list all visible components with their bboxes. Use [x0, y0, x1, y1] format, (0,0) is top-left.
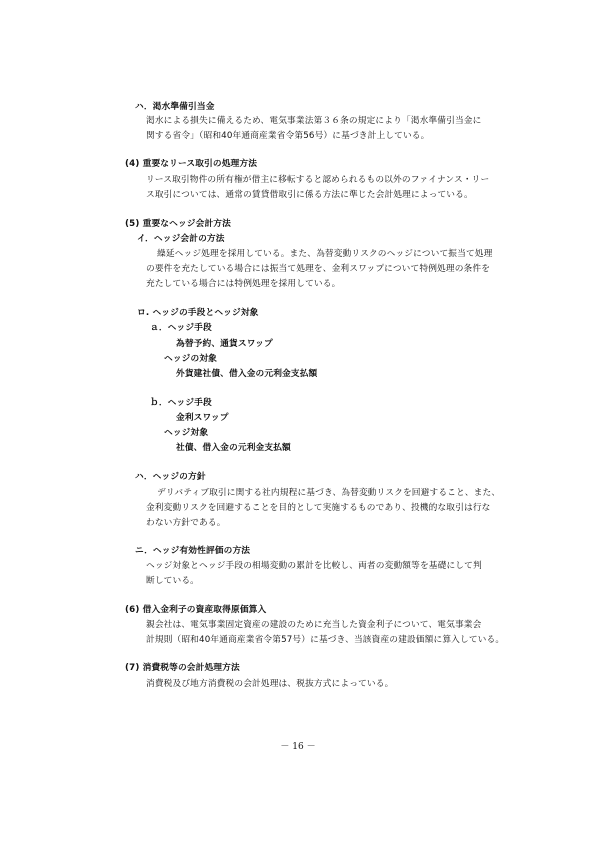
paragraph-line: 渇水による損失に備えるため、電気事業法第３６条の規定により「渇水準備引当金に [146, 116, 482, 126]
paragraph-line: 充たしている場合には特例処理を採用している。 [146, 279, 341, 289]
heading-hedge-policy: ハ．ヘッジの方針 [135, 472, 206, 482]
heading-section-4-lease: (4) 重要なリース取引の処理方法 [125, 159, 258, 169]
paragraph-line: リース取引物件の所有権が借主に移転すると認められるもの以外のファイナンス・リー [146, 175, 490, 185]
heading-section-5-hedge: (5) 重要なヘッジ会計方法 [125, 219, 231, 229]
heading-hedge-effectiveness: ニ．ヘッジ有効性評価の方法 [135, 546, 251, 556]
heading-section-6-interest: (6) 借入金利子の資産取得原価算入 [125, 605, 267, 615]
paragraph-line: の要件を充たしている場合には振当て処理を、金利スワップについて特例処理の条件を [146, 264, 491, 274]
paragraph-line: ヘッジ対象とヘッジ手段の相場変動の累計を比較し、両者の変動額等を基礎にして判 [146, 561, 482, 571]
paragraph-line: 計規則（昭和40年通商産業省令第57号）に基づき、当該資産の建設価額に算入している。 [146, 635, 505, 645]
heading-section-7-consumption-tax: (7) 消費税等の会計処理方法 [125, 663, 240, 673]
paragraph-line: 親会社は、電気事業固定資産の建設のために充当した資金利子について、電気事業会 [146, 620, 482, 630]
hedge-target-b-value: 社債、借入金の元利金支払額 [176, 443, 291, 453]
hedge-means-b-value: 金利スワップ [176, 413, 229, 423]
hedge-means-a-label: ａ．ヘッジ手段 [150, 323, 212, 333]
paragraph-line: 断している。 [146, 576, 200, 586]
heading-kassui-reserve: ハ．渇水準備引当金 [135, 102, 215, 112]
paragraph-line: わない方針である。 [146, 518, 226, 528]
hedge-means-b-label: ｂ．ヘッジ手段 [150, 398, 212, 408]
hedge-means-a-value: 為替予約、通貨スワップ [176, 339, 273, 349]
paragraph-line: デリバティブ取引に関する社内規程に基づき、為替変動リスクを回避すること、また、 [157, 488, 501, 498]
page-number: － 16 － [280, 742, 316, 752]
paragraph-line: 消費税及び地方消費税の会計処理は、税抜方式によっている。 [146, 679, 394, 689]
hedge-target-a-label: ヘッジの対象 [164, 354, 218, 364]
hedge-target-b-label: ヘッジ対象 [164, 428, 209, 438]
heading-hedge-method: イ．ヘッジ会計の方法 [137, 234, 225, 244]
heading-hedge-means-targets: ロ. ヘッジの手段とヘッジ対象 [137, 308, 259, 318]
paragraph-line: 関する省令」（昭和40年通商産業省令第56号）に基づき計上している。 [146, 131, 430, 141]
paragraph-line: 繰延ヘッジ処理を採用している。また、為替変動リスクのヘッジについて振当て処理 [157, 249, 493, 259]
hedge-target-a-value: 外貨建社債、借入金の元利金支払額 [176, 369, 318, 379]
paragraph-line: 金利変動リスクを回避することを目的として実施するものであり、投機的な取引は行な [146, 503, 491, 513]
paragraph-line: ス取引については、通常の賃貸借取引に係る方法に準じた会計処理によっている。 [146, 190, 473, 200]
